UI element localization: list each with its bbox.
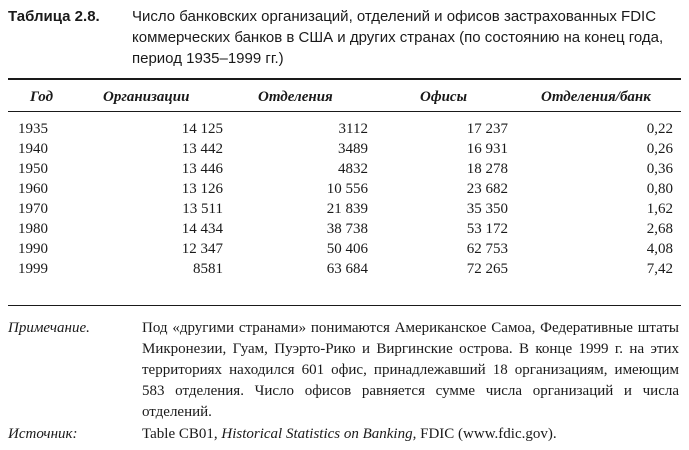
cell-offices: 16 931 [466,141,508,157]
cell-year: 1980 [18,221,48,237]
cell-branches-per-bank: 0,36 [646,161,673,177]
table-row [8,119,681,139]
cell-year: 1970 [18,201,48,217]
cell-organizations: 13 442 [181,141,223,157]
source-publication-title: Historical Statistics on Banking, [221,426,417,442]
cell-organizations: 14 434 [181,221,223,237]
source-suffix: FDIC (www.fdic.gov). [416,426,557,442]
table-body [8,119,681,279]
header-offices: Офисы [420,89,467,105]
cell-offices: 53 172 [466,221,508,237]
source-label: Источник: [8,426,78,442]
cell-year: 1999 [18,261,48,277]
table-row [8,219,681,239]
cell-organizations: 13 126 [181,181,223,197]
cell-branches-per-bank: 4,08 [646,241,673,257]
table-number: Таблица 2.8. [8,8,100,25]
cell-organizations: 13 511 [182,201,223,217]
cell-branches: 4832 [338,161,368,177]
cell-branches: 3489 [338,141,368,157]
cell-offices: 18 278 [466,161,508,177]
cell-offices: 23 682 [466,181,508,197]
source-text [142,424,557,445]
cell-branches-per-bank: 1,62 [646,201,673,217]
table-row [8,259,681,279]
cell-year: 1940 [18,141,48,157]
cell-organizations: 13 446 [181,161,223,177]
source-prefix: Table CB01, [142,426,222,442]
table-row [8,159,681,179]
cell-branches-per-bank: 2,68 [646,221,673,237]
cell-offices: 62 753 [466,241,508,257]
header-organizations: Организации [103,89,190,105]
cell-branches-per-bank: 7,42 [646,261,673,277]
cell-year: 1960 [18,181,48,197]
cell-branches: 3112 [338,121,368,137]
cell-offices: 17 237 [466,121,508,137]
table-title: Число банковских организаций, отделений и офисов застрахованных FDIC коммерческих банков в США и других странах (по состоянию на конец года, период 1935–1999 гг.) [132,8,664,67]
table-header-row [8,86,681,108]
cell-branches-per-bank: 0,80 [646,181,673,197]
cell-organizations: 8581 [193,261,223,277]
note-text: Под «другими странами» понимаются Американское Самоа, Федеративные штаты Микронезии, Гуам, Пуэрто-Рико и Виргинские острова. В конце 1999 г. на этих территориях находился 601 офис, принадлежавший 18 организациям, имеющим 583 отделения. Число офисов равняется сумме числа организаций и числа отделений. [142,320,679,420]
cell-branches-per-bank: 0,22 [646,121,673,137]
header-branches-per-bank: Отделения/банк [541,89,651,105]
table-header-rule [8,111,681,112]
table-row [8,199,681,219]
table-row [8,139,681,159]
cell-offices: 72 265 [466,261,508,277]
cell-branches: 63 684 [326,261,368,277]
cell-organizations: 12 347 [181,241,223,257]
cell-year: 1990 [18,241,48,257]
cell-organizations: 14 125 [181,121,223,137]
table-top-rule [8,78,681,80]
table-row [8,179,681,199]
table-row [8,239,681,259]
header-branches: Отделения [258,89,333,105]
table-bottom-rule [8,305,681,306]
cell-branches: 21 839 [326,201,368,217]
cell-branches: 38 738 [326,221,368,237]
cell-branches-per-bank: 0,26 [646,141,673,157]
cell-year: 1935 [18,121,48,137]
data-table [8,119,681,279]
cell-year: 1950 [18,161,48,177]
header-year: Год [30,89,54,105]
cell-branches: 50 406 [326,241,368,257]
cell-branches: 10 556 [326,181,368,197]
cell-offices: 35 350 [466,201,508,217]
note-label: Примечание. [8,320,90,336]
